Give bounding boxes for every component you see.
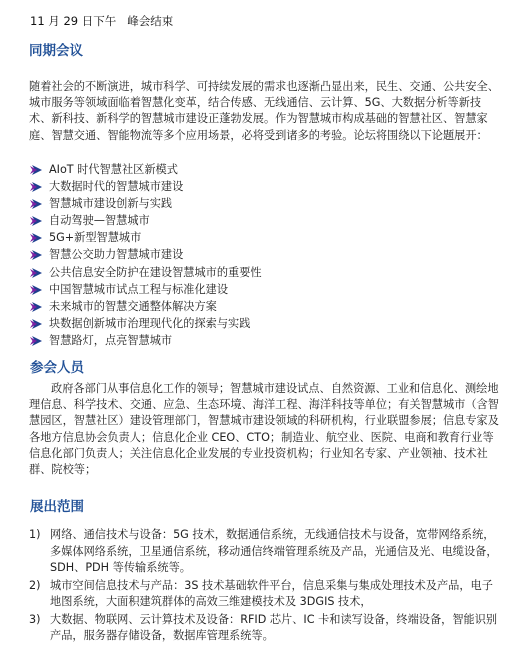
topic-item: [29, 178, 499, 195]
topic-item: [29, 315, 499, 332]
topic-label: 大数据时代的智慧城市建设: [49, 180, 184, 194]
topic-item: [29, 264, 499, 281]
participants-body: 政府各部门从事信息化工作的领导；智慧城市建设试点、自然资源、工业和信息化、测绘地理信息、科学技术、交通、应急、生态环境、海洋工程、海洋科技等单位；有关智慧城市（含智慧园区，智慧社区）建设管理部门，智慧城市建设领域的科研机构，行业联盟参展；信息专家及各地方信息协会负责人；信息化企业 CEO、CTO；制造业、航空业、医院、电商和教育行业等信息化部门负责人；关注信息化企业发展的专业投资机构；行业知名专家、产业领袖、技术社群、院校等；: [29, 382, 499, 477]
participants-heading: 参会人员: [30, 360, 84, 376]
topic-label: 智慧公交助力智慧城市建设: [49, 248, 184, 262]
topic-label: 中国智慧城市试点工程与标准化建设: [49, 282, 229, 296]
scope-item-number: 2): [29, 578, 41, 592]
topic-item: [29, 212, 499, 229]
dateline: 11 月 29 日下午 峰会结束: [30, 14, 174, 28]
scope-item-number: 1): [29, 528, 41, 541]
topic-item: [29, 229, 499, 246]
arrow-bullet-icon: [30, 319, 42, 329]
arrow-bullet-icon: [30, 233, 42, 243]
topic-item: [29, 332, 499, 349]
topic-label: 5G+新型智慧城市: [49, 231, 142, 245]
topic-item: [29, 161, 499, 178]
topic-label: AIoT 时代智慧社区新模式: [49, 163, 178, 176]
concurrent-intro: 随着社会的不断演进，城市科学、可持续发展的需求也逐渐凸显出来，民生、交通、公共安全、城市服务等领域面临着智慧化变革，结合传感、无线通信、云计算、5G、大数据分析等新技术、新科技、新科学的智慧城市建设正蓬勃发展。作为智慧城市构成基础的智慧社区、智慧家庭、智慧交通、智能物流等多个应用场景，必将受到诸多的考验。论坛将围绕以下论题展开：: [29, 80, 499, 142]
scope-item-number: 3): [29, 612, 41, 626]
arrow-bullet-icon: [30, 182, 42, 192]
arrow-bullet-icon: [30, 216, 42, 226]
arrow-bullet-icon: [30, 336, 42, 346]
topic-label: 智慧路灯，点亮智慧城市: [49, 333, 173, 347]
arrow-bullet-icon: [30, 250, 42, 260]
topic-label: 自动驾驶—智慧城市: [49, 214, 150, 228]
topic-label: 未来城市的智慧交通整体解决方案: [49, 299, 217, 313]
arrow-bullet-icon: [30, 302, 42, 312]
arrow-bullet-icon: [30, 165, 42, 175]
concurrent-heading: 同期会议: [29, 43, 83, 59]
scope-list: [29, 527, 501, 646]
scope-item-text: 大数据、物联网、云计算技术及设备：RFID 芯片、IC 卡和读写设备，终端设备，智能识别产品，服务器存储设备，数据库管理系统等。: [50, 612, 498, 642]
topic-item: [29, 246, 499, 263]
arrow-bullet-icon: [30, 285, 42, 295]
scope-item: [29, 612, 501, 645]
scope-item: [29, 527, 501, 577]
topic-item: [29, 298, 499, 315]
arrow-bullet-icon: [30, 199, 42, 209]
topic-list: [29, 161, 499, 349]
arrow-bullet-icon: [30, 268, 42, 278]
scope-heading: 展出范围: [30, 499, 84, 515]
scope-item-text: 网络、通信技术与设备：5G 技术，数据通信系统，无线通信技术与设备，宽带网络系统，多媒体网络系统，卫星通信系统，移动通信终端管理系统及产品，光通信及光、电缆设备，SDH、PDH 等传输系统等。: [50, 528, 498, 574]
topic-item: [29, 281, 499, 298]
topic-label: 智慧城市建设创新与实践: [49, 197, 173, 211]
topic-label: 块数据创新城市治理现代化的探索与实践: [49, 316, 251, 330]
topic-label: 公共信息安全防护在建设智慧城市的重要性: [49, 265, 262, 279]
scope-item: [29, 578, 501, 611]
topic-item: [29, 195, 499, 212]
scope-item-text: 城市空间信息技术与产品：3S 技术基础软件平台，信息采集与集成处理技术及产品，电子地图系统，大面积建筑群体的高效三维建模技术及 3DGIS 技术，: [50, 578, 493, 608]
